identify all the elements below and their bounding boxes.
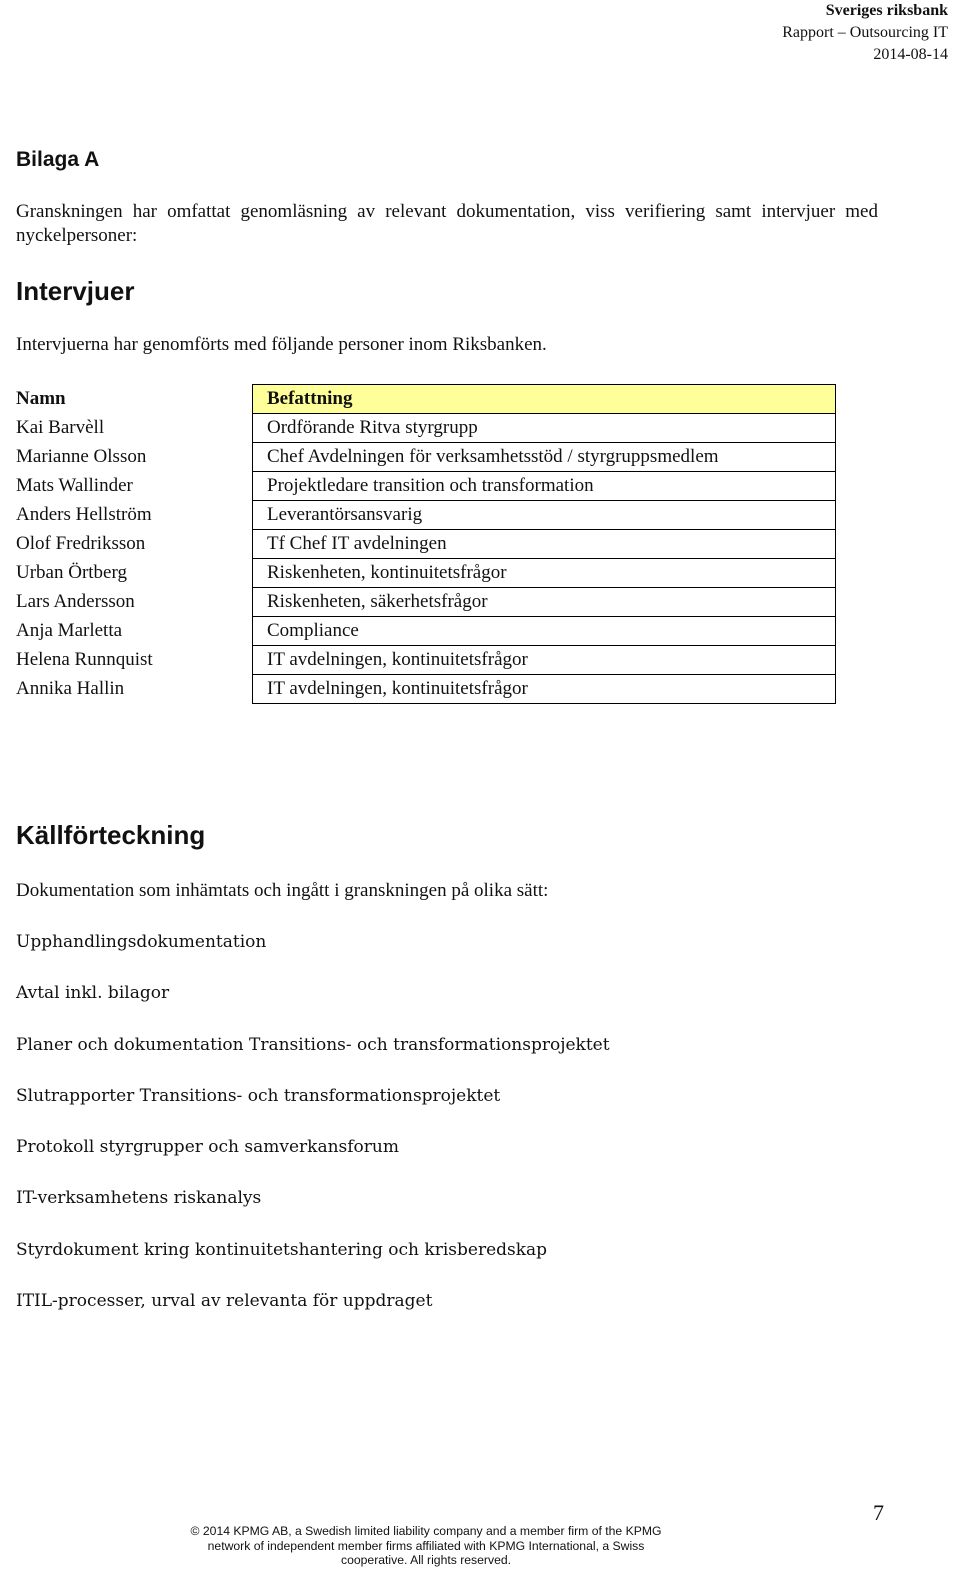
- table-row: [16, 472, 836, 501]
- table-row: [16, 530, 836, 559]
- interviews-table: [16, 384, 836, 704]
- person-name: Olof Fredriksson: [16, 533, 146, 554]
- person-role: Ordförande Ritva styrgrupp: [253, 414, 836, 443]
- person-name: Marianne Olsson: [16, 446, 147, 467]
- person-role: Riskenheten, säkerhetsfrågor: [253, 588, 836, 617]
- person-name: Helena Runnquist: [16, 649, 153, 670]
- header-report-title: Rapport – Outsourcing IT: [782, 24, 948, 41]
- list-item: Styrdokument kring kontinuitetshantering och krisberedskap: [16, 1239, 548, 1260]
- person-role: Compliance: [253, 617, 836, 646]
- table-row: [16, 414, 836, 443]
- list-item: ITIL-processer, urval av relevanta för uppdraget: [16, 1291, 433, 1312]
- interviews-subtitle: Intervjuerna har genomförts med följande personer inom Riksbanken.: [16, 334, 547, 355]
- page-number: 7: [873, 1500, 884, 1525]
- list-item: Upphandlingsdokumentation: [16, 932, 267, 952]
- header-date: 2014-08-14: [873, 46, 948, 63]
- table-row: [16, 501, 836, 530]
- column-header-role: Befattning: [253, 385, 836, 414]
- table-row: [16, 559, 836, 588]
- sources-list: [16, 930, 610, 1340]
- table-row: [16, 646, 836, 675]
- table-header-row: [16, 385, 836, 414]
- table-row: [16, 443, 836, 472]
- appendix-title: Bilaga A: [16, 148, 100, 171]
- footer-line: cooperative. All rights reserved.: [340, 1553, 512, 1567]
- person-role: Tf Chef IT avdelningen: [253, 530, 836, 559]
- person-name: Annika Hallin: [16, 678, 125, 699]
- list-item: Planer och dokumentation Transitions- och transformationsprojektet: [16, 1034, 610, 1055]
- footer-line: network of independent member firms affiliated with KPMG International, a Swiss: [207, 1538, 645, 1553]
- person-role: IT avdelningen, kontinuitetsfrågor: [253, 646, 836, 675]
- person-role: Riskenheten, kontinuitetsfrågor: [253, 559, 836, 588]
- header-organization: Sveriges riksbank: [825, 2, 948, 19]
- person-role: Projektledare transition och transformation: [253, 472, 836, 501]
- copyright-footer: [184, 1524, 668, 1568]
- person-name: Mats Wallinder: [16, 475, 133, 496]
- interviews-heading: Intervjuer: [16, 276, 135, 306]
- table-row: [16, 588, 836, 617]
- sources-subtitle: Dokumentation som inhämtats och ingått i granskningen på olika sätt:: [16, 880, 549, 901]
- page-header: [782, 0, 948, 66]
- intro-paragraph: Granskningen har omfattat genomläsning av relevant dokumentation, viss verifiering samt intervjuer med nyckelpersoner:: [16, 201, 878, 246]
- table-row: [16, 617, 836, 646]
- person-role: Leverantörsansvarig: [253, 501, 836, 530]
- list-item: Slutrapporter Transitions- och transformationsprojektet: [16, 1085, 501, 1106]
- list-item: Avtal inkl. bilagor: [16, 983, 170, 1004]
- sources-heading: Källförteckning: [16, 820, 206, 850]
- person-name: Kai Barvèll: [16, 417, 105, 438]
- footer-line: © 2014 KPMG AB, a Swedish limited liability company and a member firm of the KPMG: [190, 1524, 662, 1538]
- person-name: Anders Hellström: [16, 504, 152, 525]
- person-role: Chef Avdelningen för verksamhetsstöd / styrgruppsmedlem: [253, 443, 836, 472]
- person-role: IT avdelningen, kontinuitetsfrågor: [253, 675, 836, 704]
- table-row: [16, 675, 836, 704]
- column-header-name: Namn: [16, 388, 66, 409]
- person-name: Anja Marletta: [16, 620, 123, 641]
- person-name: Lars Andersson: [16, 591, 135, 612]
- list-item: IT-verksamhetens riskanalys: [16, 1188, 262, 1209]
- list-item: Protokoll styrgrupper och samverkansforum: [16, 1137, 399, 1158]
- person-name: Urban Örtberg: [16, 562, 127, 583]
